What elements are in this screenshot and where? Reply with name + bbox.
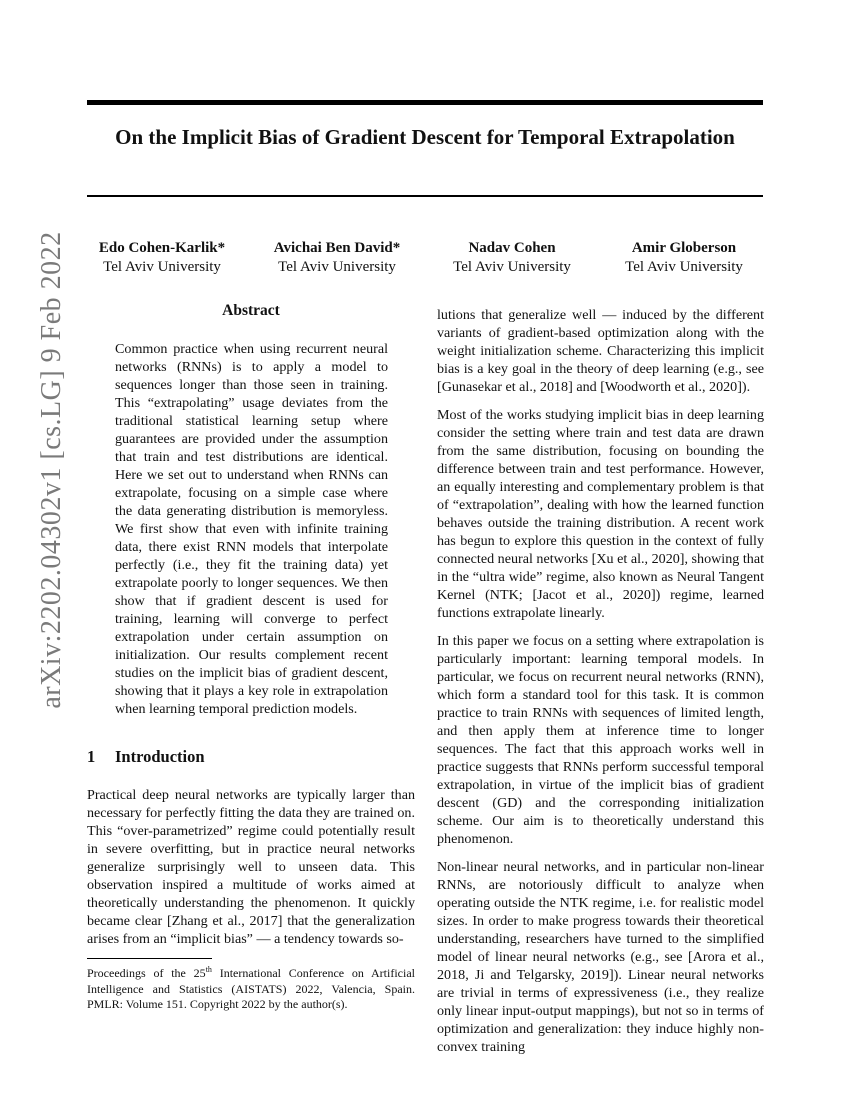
author-name: Edo Cohen-Karlik* — [98, 240, 226, 256]
arxiv-identifier-stamp: arXiv:2202.04302v1 [cs.LG] 9 Feb 2022 — [36, 231, 67, 709]
footnote-suffix: International Conference on Artificial Intelligence and Statistics (AISTATS) 2022, Valencia, Spain. PMLR: Volume 151. Copyright 2022 by the author(s). — [87, 966, 415, 1011]
body-paragraph-3: In this paper we focus on a setting where extrapolation is particularly important: learning temporal models. In particular, we focus on recurrent neural networks (RNN), which form a standard tool for this task. It is common practice to train RNNs with sequences of limited length, and then apply them at inference time to longer sequences. The fact that this approach works well in practice suggests that RNNs perform successful temporal extrapolation, in virtue of the implicit bias of gradient descent (GD) and the corresponding initialization scheme. Our aim is to theoretically understand this phenomenon. — [437, 633, 764, 847]
abstract-heading: Abstract — [222, 302, 280, 319]
body-paragraph-4: Non-linear neural networks, and in particular non-linear RNNs, are notoriously difficult to analyze when operating outside the NTK regime, i.e. for realistic model sizes. In order to make progress towards their theoretical understanding, researchers have turned to the simplified model of linear neural networks (e.g., see [Arora et al., 2018, Ji and Telgarsky, 2019]). Linear neural networks are trivial in terms of expressiveness (i.e., they realize only linear input-output mappings), but not so in terms of optimization and generalization: they induce highly non-convex training — [437, 859, 764, 1055]
author-affiliation: Tel Aviv University — [453, 259, 571, 275]
body-paragraph-2: Most of the works studying implicit bias in deep learning consider the setting where train and test data are drawn from the same distribution, focusing on bounding the difference between train and test performance. However, an equally interesting and complementary problem is that of “extrapolation”, dealing with how the learned function behaves outside the training distribution. A recent work has begun to explore this question in the context of fully connected neural networks [Xu et al., 2020], showing that in the “ultra wide” regime, also known as Neural Tangent Kernel (NTK; [Jacot et al., 2020]) regime, learned functions extrapolate linearly. — [437, 407, 764, 621]
author-2 — [259, 239, 415, 277]
author-4 — [609, 239, 759, 277]
author-3 — [437, 239, 587, 277]
paper-title: On the Implicit Bias of Gradient Descent for Temporal Extrapolation — [115, 125, 735, 149]
abstract-text: Common practice when using recurrent neural networks (RNNs) is to apply a model to sequences longer than those seen in training. This “extrapolating” usage deviates from the traditional statistical learning setup where guarantees are provided under the assumption that train and test distributions are identical. Here we set out to understand when RNNs can extrapolate, focusing on a simple case where the data generating distribution is memoryless. We first show that even with infinite training data, there exist RNN models that interpolate perfectly (i.e., they fit the training data) yet extrapolate poorly to longer sequences. We then show that if gradient descent is used for training, learning will converge to perfect extrapolation under certain assumption on initialization. Our results complement recent studies on the implicit bias of gradient descent, showing that it plays a key role in extrapolation when learning temporal prediction models. — [115, 341, 388, 717]
body-paragraph-1: lutions that generalize well — induced by the different variants of gradient-based optimization along with the weight initialization scheme. Characterizing this implicit bias is a key goal in the theory of deep learning (e.g., see [Gunasekar et al., 2018] and [Woodworth et al., 2020]). — [437, 307, 764, 395]
footnote-rule — [87, 958, 212, 959]
section-title: Introduction — [115, 747, 205, 766]
footnote-prefix: Proceedings of the 25 — [87, 966, 206, 980]
section-number: 1 — [87, 747, 96, 766]
author-1 — [87, 239, 237, 277]
author-name: Avichai Ben David* — [273, 240, 401, 256]
title-bottom-rule — [87, 195, 763, 197]
left-column — [87, 302, 415, 958]
intro-paragraph-1: Practical deep neural networks are typically larger than necessary for perfectly fitting the data they are trained on. This “over-parametrized” regime could potentially result in severe overfitting, but in practice neural networks generalize surprisingly well to unseen data. This observation inspired a multitude of works aimed at theoretically understanding the phenomenon. It quickly became clear [Zhang et al., 2017] that the generalization arises from an “implicit bias” — a tendency towards so- — [87, 787, 415, 947]
right-column — [437, 306, 764, 1066]
author-name: Nadav Cohen — [468, 240, 556, 256]
author-name: Amir Globerson — [631, 240, 737, 256]
author-affiliation: Tel Aviv University — [103, 259, 221, 275]
author-affiliation: Tel Aviv University — [278, 259, 396, 275]
footnote-superscript: th — [205, 965, 212, 974]
section-heading-introduction — [87, 748, 415, 766]
title-top-rule — [87, 100, 763, 105]
author-affiliation: Tel Aviv University — [625, 259, 743, 275]
proceedings-footnote — [87, 962, 415, 1013]
